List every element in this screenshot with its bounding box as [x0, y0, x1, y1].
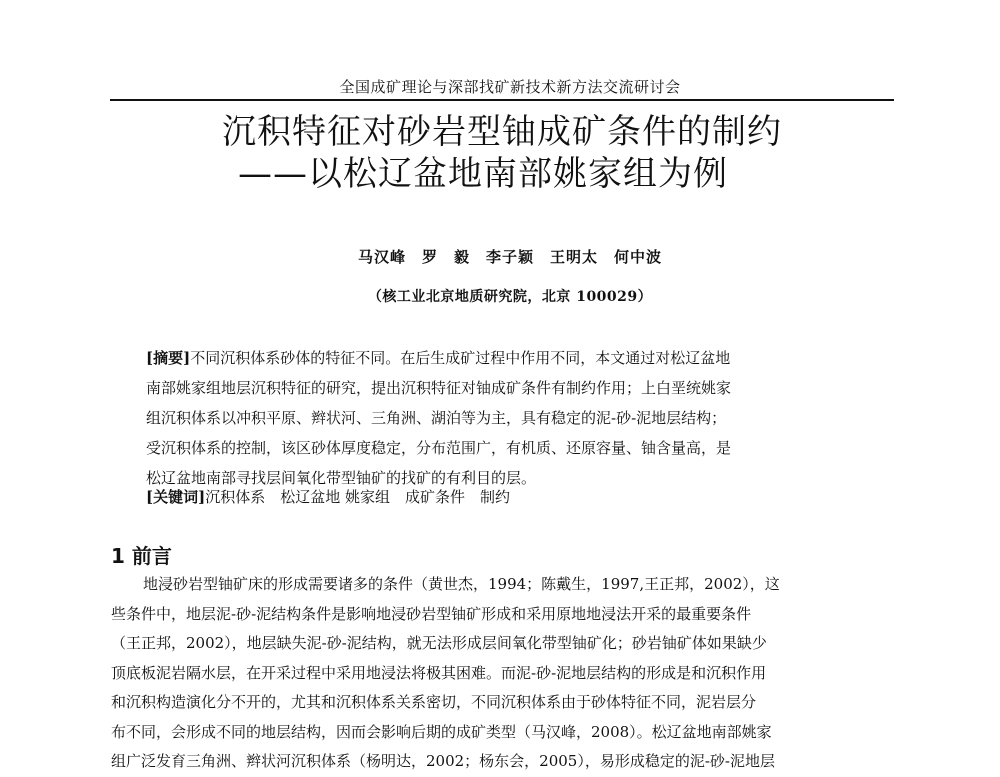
body-line: 和沉积构造演化分不开的，尤其和沉积体系关系密切，不同沉积体系由于砂体特征不同，泥岩层分 [111, 693, 757, 711]
keywords-label: [关键词] [146, 488, 206, 506]
conference-header: 全国成矿理论与深部找矿新技术新方法交流研讨会 [339, 78, 681, 96]
abstract-line: 松辽盆地南部寻找层间氧化带型铀矿的找矿的有利目的层。 [146, 469, 537, 487]
abstract [146, 343, 866, 493]
abstract-line: [摘要]不同沉积体系砂体的特征不同。在后生成矿过程中作用不同，本文通过对松辽盆地 [146, 349, 731, 367]
body-line: 组广泛发育三角洲、辫状河沉积体系（杨明达，2002；杨东会，2005），易形成稳定的泥-砂-泥地层 [111, 752, 775, 770]
abstract-line: 南部姚家组地层沉积特征的研究，提出沉积特征对铀成矿条件有制约作用；上白垩统姚家 [146, 379, 732, 397]
abstract-label: [摘要] [146, 349, 191, 367]
body-line: 些条件中，地层泥-砂-泥结构条件是影响地浸砂岩型铀矿形成和采用原地地浸法开采的最重要条件 [111, 604, 752, 623]
abstract-line: 组沉积体系以冲积平原、辫状河、三角洲、湖泊等为主，具有稳定的泥-砂-泥地层结构； [146, 409, 727, 427]
keywords-text: 沉积体系 松辽盆地 姚家组 成矿条件 制约 [205, 488, 510, 506]
header-divider [110, 99, 894, 101]
paper-title: 沉积特征对砂岩型铀成矿条件的制约 [222, 112, 782, 152]
introduction-body [111, 570, 901, 777]
body-line: 地浸砂岩型铀矿床的形成需要诸多的条件（黄世杰，1994；陈戴生，1997,王正邦，2002），这 [143, 575, 780, 593]
affiliation: （核工业北京地质研究院，北京 100029） [367, 289, 653, 305]
section-heading-introduction: 1 前言 [111, 544, 172, 568]
keywords [146, 486, 866, 507]
body-line: （王正邦，2002），地层缺失泥-砂-泥结构，就无法形成层间氧化带型铀矿化；砂岩铀矿体如果缺少 [111, 634, 767, 652]
abstract-line: 受沉积体系的控制，该区砂体厚度稳定，分布范围广，有机质、还原容量、铀含量高，是 [146, 439, 732, 457]
author-list: 马汉峰 罗 毅 李子颖 王明太 何中波 [357, 248, 662, 266]
paper-subtitle: ——以松辽盆地南部姚家组为例 [238, 154, 728, 194]
body-line: 顶底板泥岩隔水层，在开采过程中采用地浸法将极其困难。而泥-砂-泥地层结构的形成是和沉积作用 [111, 663, 767, 682]
body-line: 布不同，会形成不同的地层结构，因而会影响后期的成矿类型（马汉峰，2008）。松辽盆地南部姚家 [111, 722, 772, 741]
